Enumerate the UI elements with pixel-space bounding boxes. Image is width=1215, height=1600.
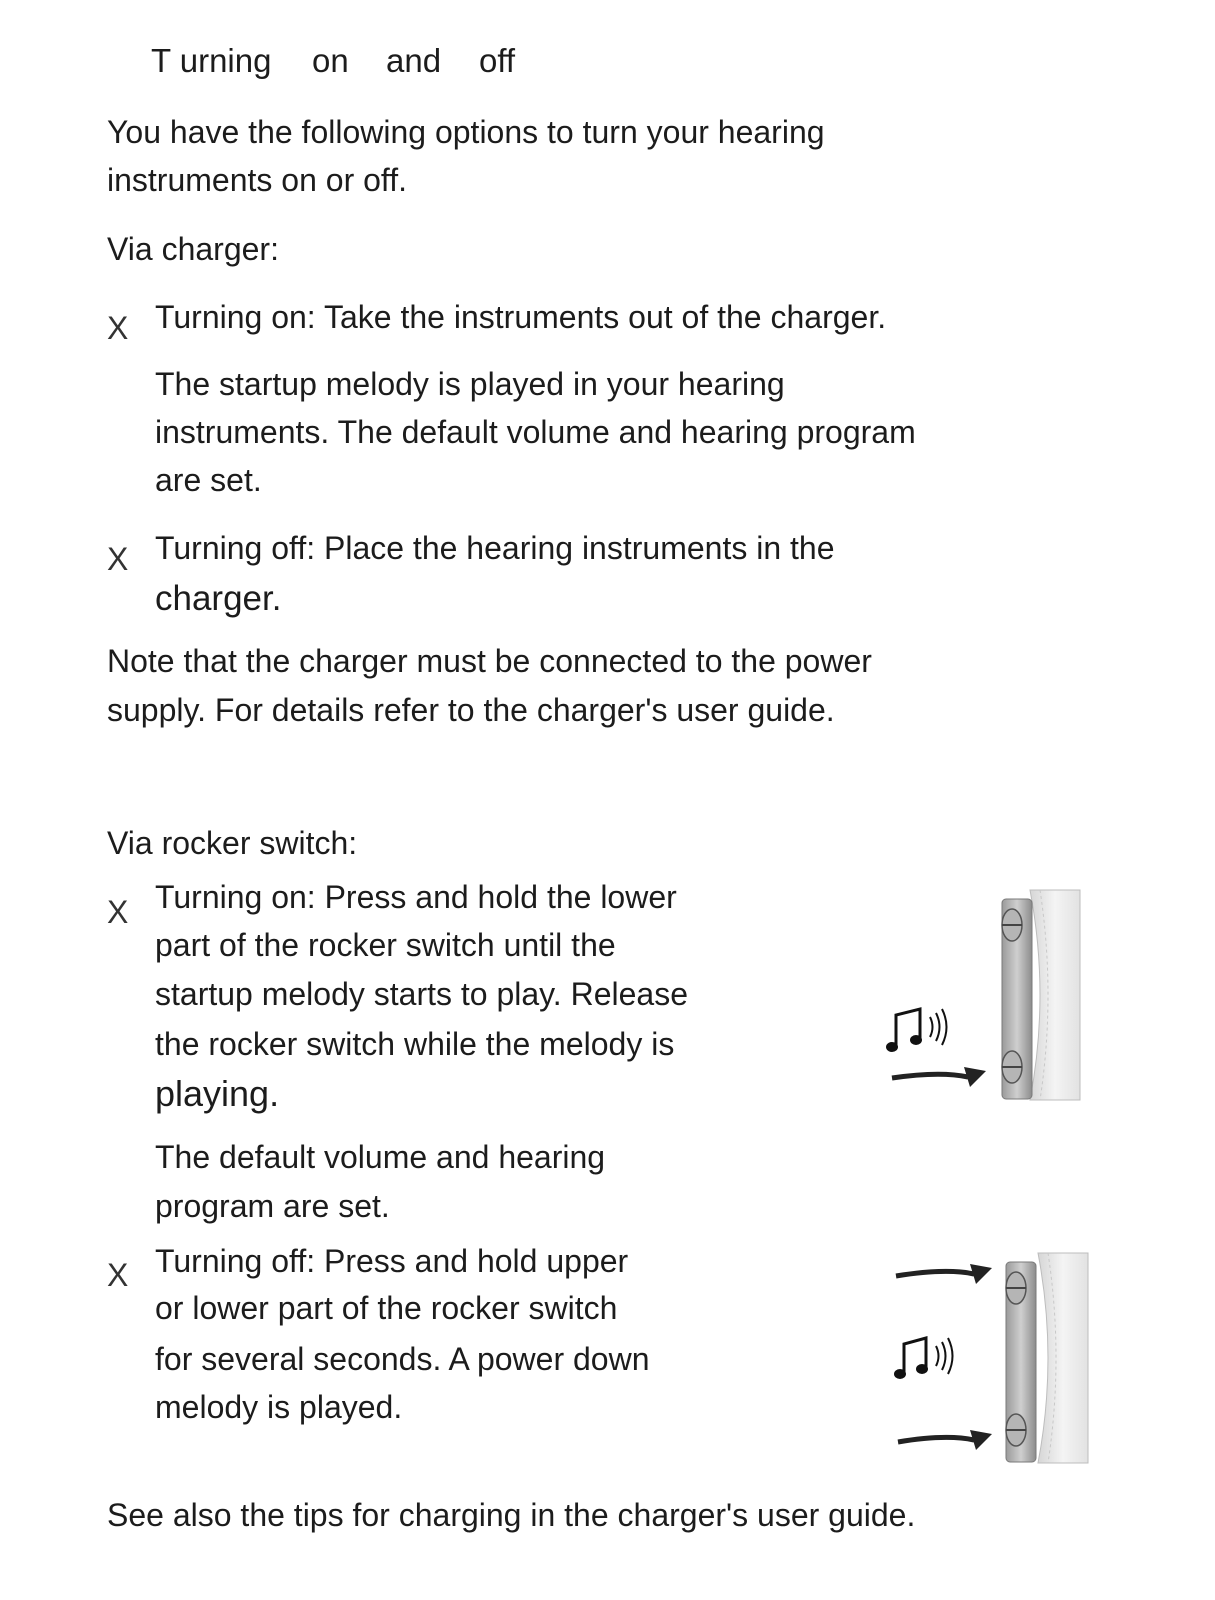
charger-off-text: Turning off: Place the hearing instruments in the	[155, 530, 835, 566]
melody-icon	[886, 1009, 947, 1052]
hearing-instrument-icon	[1002, 890, 1080, 1100]
rocker-on-text: Turning on: Press and hold the lower	[155, 879, 677, 915]
rocker-on-text: the rocker switch while the melody is	[155, 1026, 675, 1062]
charger-on-detail: The startup melody is played in your hearing	[155, 366, 785, 402]
rocker-on-text: part of the rocker switch until the	[155, 927, 616, 963]
title-word: off	[479, 42, 516, 79]
melody-icon	[894, 1338, 953, 1379]
rocker-on-text: playing.	[155, 1073, 280, 1114]
bullet-marker: X	[107, 894, 129, 930]
bullet-marker: X	[107, 1257, 129, 1293]
charger-note: supply. For details refer to the charger's user guide.	[107, 692, 835, 728]
arrow-icon	[892, 1067, 986, 1087]
arrow-icon	[896, 1264, 992, 1284]
title-word: T urning	[151, 42, 272, 79]
bullet-marker: X	[107, 541, 129, 577]
title-word: on	[312, 42, 349, 79]
section-heading-charger: Via charger:	[107, 231, 279, 267]
bullet-marker: X	[107, 310, 129, 346]
arrow-icon	[898, 1430, 992, 1450]
title-word: and	[386, 42, 442, 79]
rocker-on-detail: The default volume and hearing	[155, 1139, 606, 1175]
charger-off-text: charger.	[155, 579, 282, 618]
rocker-on-text: startup melody starts to play. Release	[155, 976, 688, 1012]
intro-line: You have the following options to turn your hearing	[107, 114, 825, 150]
hearing-instrument-icon	[1006, 1253, 1088, 1463]
rocker-off-text: or lower part of the rocker switch	[155, 1290, 618, 1326]
rocker-switch-off-illustration	[890, 1248, 1100, 1468]
footer-note: See also the tips for charging in the charger's user guide.	[107, 1497, 916, 1533]
rocker-off-text: melody is played.	[155, 1389, 403, 1425]
rocker-off-text: Turning off: Press and hold upper	[155, 1243, 629, 1279]
charger-on-detail: instruments. The default volume and hearing program	[155, 414, 916, 450]
rocker-off-text: for several seconds. A power down	[155, 1341, 650, 1377]
charger-on-text: Turning on: Take the instruments out of the charger.	[155, 299, 887, 335]
rocker-on-detail: program are set.	[155, 1188, 390, 1224]
section-heading-rocker: Via rocker switch:	[107, 825, 358, 861]
rocker-switch-on-illustration	[880, 885, 1090, 1105]
charger-on-detail: are set.	[155, 462, 262, 498]
charger-note: Note that the charger must be connected to the power	[107, 643, 872, 679]
intro-line: instruments on or off.	[107, 162, 407, 198]
